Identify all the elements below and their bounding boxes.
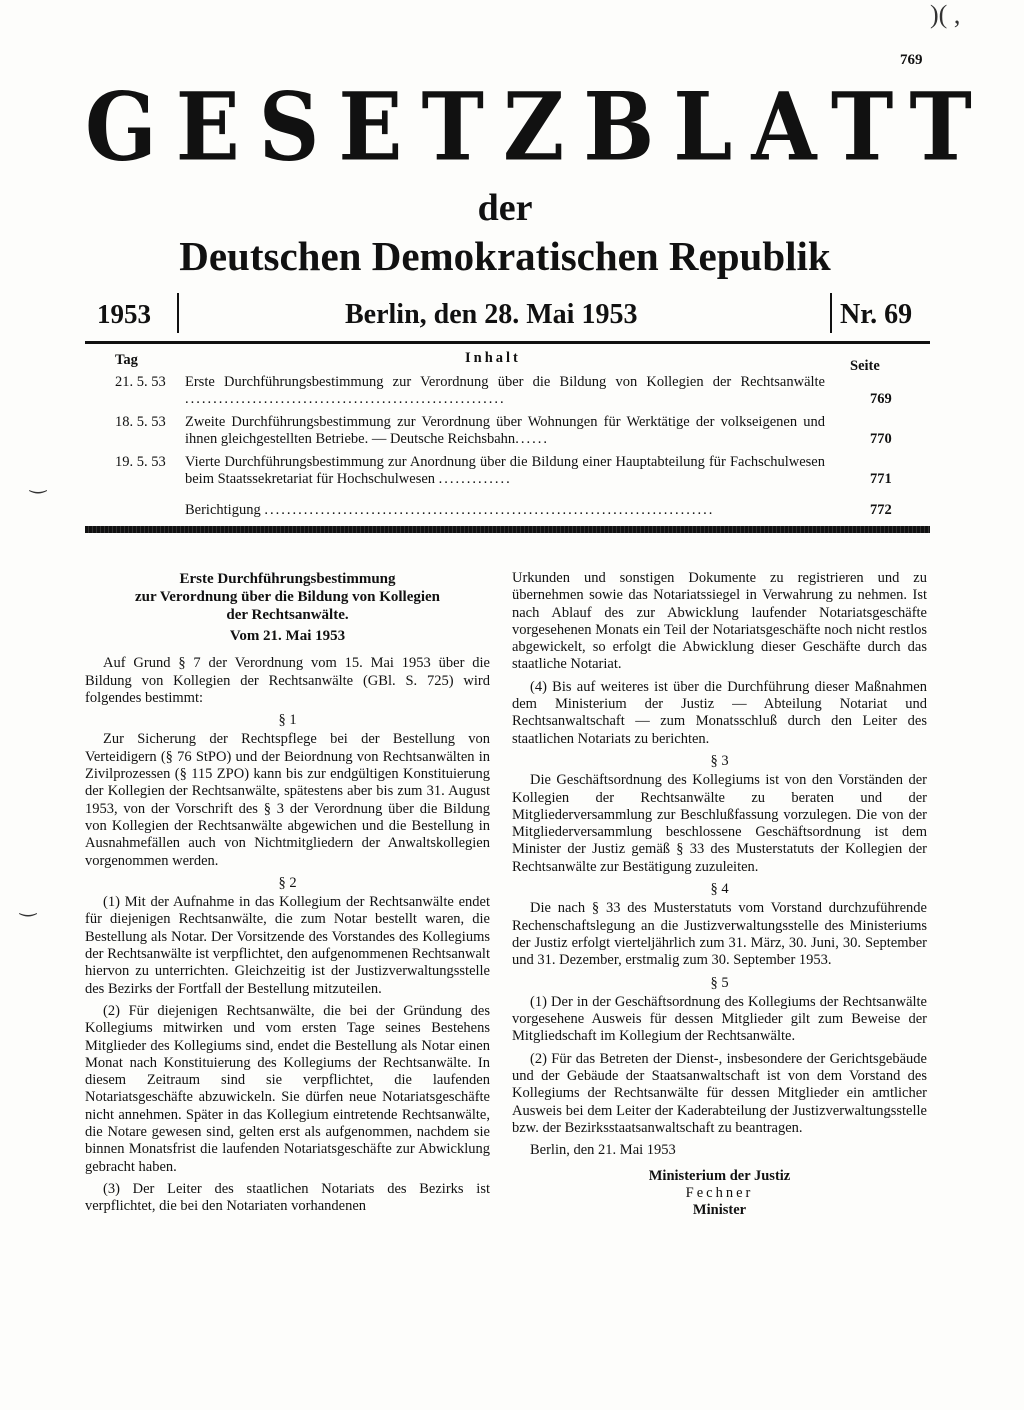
section-heading: § 4 — [710, 881, 729, 898]
toc-entry-date: 18. 5. 53 — [115, 414, 166, 430]
section-text: (1) Mit der Aufnahme in das Kollegium der Rechtsanwälte endet für diejenigen Rechtsanwälte, die zum Notar bestellt waren, die Bestellung als Notar. Der Vorsitzende des Vorstandes des Kollegiums der Rechtsanwälte ist verpflichtet, den aufgenommenen Rechtsanwalt hiervon zu unterrichten. Gleichzeitig ist der Justizverwaltungsstelle des Bezirks der Fortfall der Bestellung mitzuteilen. — [85, 894, 490, 997]
toc-header — [85, 350, 930, 374]
toc-entry-text: Erste Durchführungsbestimmung zur Verordnung über die Bildung von Kollegien der Rechtsanwälte — [185, 374, 825, 390]
section-text: Urkunden und sonstigen Dokumente zu registrieren und zu übernehmen sowie das Notariatssiegel in Verwahrung zu nehmen. Ist nach Ablauf des zur Abwicklung laufender Notariatsgeschäfte vorgesehenen Monats ein Teil der Notariatsgeschäfte noch nicht restlos abgewickelt, so erfolgt die Abwicklung dieser Geschäfte durch das staatliche Notariat. — [512, 570, 927, 673]
issue-header-bar — [85, 293, 930, 344]
issue-date: Berlin, den 28. Mai 1953 — [345, 299, 638, 330]
closing-place-date: Berlin, den 21. Mai 1953 — [530, 1142, 676, 1159]
toc-entry — [85, 454, 930, 488]
leader-dots: ................................................................................ — [264, 502, 715, 518]
leader-dots: ............. — [438, 471, 512, 487]
toc-entry-page: 772 — [870, 502, 892, 518]
toc-entry-date: 21. 5. 53 — [115, 374, 166, 390]
section-heading: § 1 — [278, 712, 297, 729]
signature-role: Minister — [692, 1201, 747, 1218]
section-text: Zur Sicherung der Rechtspflege bei der Bestellung von Verteidigern (§ 76 StPO) und der Beiordnung von Rechtsanwälten in Zivilprozessen (§ 115 ZPO) kann bis zur endgültigen Konstituierung der Kollegien der Rechtsanwälte, spätestens aber bis zum 31. August 1953, von der Vorschrift des § 3 der Verordnung über die Bildung von Kollegien der Rechtsanwälte abgewichen und die Bestellung in Ausnahmefällen auch von Nichtmitgliedern der Anwaltskollegien vorgenommen werden. — [85, 731, 490, 869]
signature-name: Fechner — [685, 1184, 754, 1201]
section-text: (4) Bis auf weiteres ist über die Durchführung dieser Maßnahmen dem Ministerium der Justiz — Abteilung Notariat und Rechtsanwaltschaft — zum Monatsschluß durch den Leiter des staatlichen Notariats zu berichten. — [512, 678, 927, 747]
toc-entry — [85, 502, 930, 519]
section-text: Die Geschäftsordnung des Kollegiums ist von den Vorständen der Kollegien der Rechtsanwälte zu beraten und der Mitgliederversammlung zur Beschlußfassung vorzulegen. Die von der Mitgliederversammlung beschlossene Geschäftsordnung ist dem Minister der Justiz gemäß § 33 des Musterstatuts der Kollegien der Rechtsanwälte zur Bestätigung zuzuleiten. — [512, 772, 927, 875]
margin-mark: ‿ — [30, 472, 47, 494]
toc-col-inhalt: Inhalt — [465, 350, 521, 366]
article-intro: Auf Grund § 7 der Verordnung vom 15. Mai 1953 über die Bildung von Kollegien der Rechtsanwälte (GBl. S. 725) wird folgendes bestimmt: — [85, 655, 490, 706]
section-text: (1) Der in der Geschäftsordnung des Kollegiums der Rechtsanwälte vorgesehene Ausweis für dessen Mitglieder gilt zum Beweise der Mitgliedschaft im Kollegium der Rechtsanwälte. — [512, 993, 927, 1045]
section-heading: § 2 — [278, 874, 297, 891]
section-divider — [85, 526, 930, 533]
leader-dots: ......................................................... — [185, 391, 506, 407]
toc-entry — [85, 414, 930, 448]
masthead-title: GESETZBLATT — [85, 71, 991, 182]
divider — [830, 293, 832, 333]
toc-entry-page: 769 — [870, 391, 892, 407]
issue-year: 1953 — [97, 299, 151, 329]
toc-entry-text: Vierte Durchführungsbestimmung zur Anordnung über die Bildung einer Hauptabteilung für Fachschulwesen beim Staatssekretariat für Hochschulwesen — [185, 454, 825, 487]
toc-entry-date: 19. 5. 53 — [115, 454, 166, 470]
toc-entry-page: 770 — [870, 431, 892, 447]
section-heading: § 3 — [710, 752, 729, 769]
section-heading: § 5 — [710, 974, 729, 991]
leader-dots: ...... — [515, 431, 549, 447]
toc-entry-text: Berichtigung — [185, 502, 261, 518]
article-heading-line3: der Rechtsanwälte. — [226, 607, 349, 623]
issue-number: Nr. 69 — [840, 299, 913, 330]
margin-mark: ‿ — [20, 895, 37, 917]
toc-entry — [85, 374, 930, 408]
handwritten-annotation: )( , — [930, 0, 961, 29]
section-text: (2) Für diejenigen Rechtsanwälte, die bei der Gründung des Kollegiums mitwirken und vom ersten Tage seines Bestehens Mitglieder des Kollegiums sind, endet die Bestellung als Notar einen Monat nach Konstituierung des Kollegiums der Rechtsanwälte. In diesem Zeitraum sind sie verpflichtet, die laufenden Notariatsgeschäfte abzuwickeln. Sie dürfen neue Notariatsgeschäfte nicht annehmen. Später in das Kollegium eintretende Rechtsanwälte, die Notare gewesen sind, gelten erst als aufgenommen, nachdem sie binnen Monatsfrist die laufenden Notariatsgeschäfte zur Abwicklung gebracht haben. — [85, 1002, 490, 1175]
section-text: Die nach § 33 des Musterstatuts vom Vorstand durchzuführende Rechenschaftslegung an die Justizverwaltungsstelle des Ministeriums der Justiz erfolgt vierteljährlich zum 31. März, 30. Juni, 30. September und 31. Dezember, erstmalig zum 30. September 1953. — [512, 900, 927, 969]
section-text: (2) Für das Betreten der Dienst-, insbesondere der Gerichtsgebäude und der Gebäude der Staatsanwaltschaft ist von dem Vorstand des Kollegiums der Rechtsanwälte für dessen Mitglieder ein amtlicher Ausweis bei dem Leiter der Kaderabteilung der Justizverwaltungsstelle bzw. der Bezirksstaatsanwaltschaft zu beantragen. — [512, 1050, 927, 1136]
column-left — [85, 570, 490, 1221]
page-number: 769 — [900, 52, 923, 68]
masthead-country: Deutschen Demokratischen Republik — [179, 233, 831, 279]
toc-col-tag: Tag — [115, 352, 138, 368]
table-of-contents — [85, 350, 930, 525]
column-right — [512, 570, 927, 1219]
article-date: Vom 21. Mai 1953 — [229, 628, 346, 644]
masthead-der: der — [477, 187, 533, 229]
toc-col-seite: Seite — [850, 358, 880, 374]
section-text: (3) Der Leiter des staatlichen Notariats des Bezirks ist verpflichtet, die bei den Notariaten vorhandenen — [85, 1180, 490, 1215]
divider — [177, 293, 179, 333]
toc-entry-text: Zweite Durchführungsbestimmung zur Verordnung über Wohnungen für Werktätige der volkseigenen und ihnen gleichgestellten Betriebe. — Deutsche Reichsbahn — [185, 414, 825, 447]
signature-block — [512, 1168, 927, 1219]
toc-entry-page: 771 — [870, 471, 892, 487]
article-heading-line1: Erste Durchführungsbestimmung — [179, 571, 396, 587]
signature-organization: Ministerium der Justiz — [648, 1167, 791, 1184]
article-heading-line2: zur Verordnung über die Bildung von Kollegien — [134, 589, 441, 605]
